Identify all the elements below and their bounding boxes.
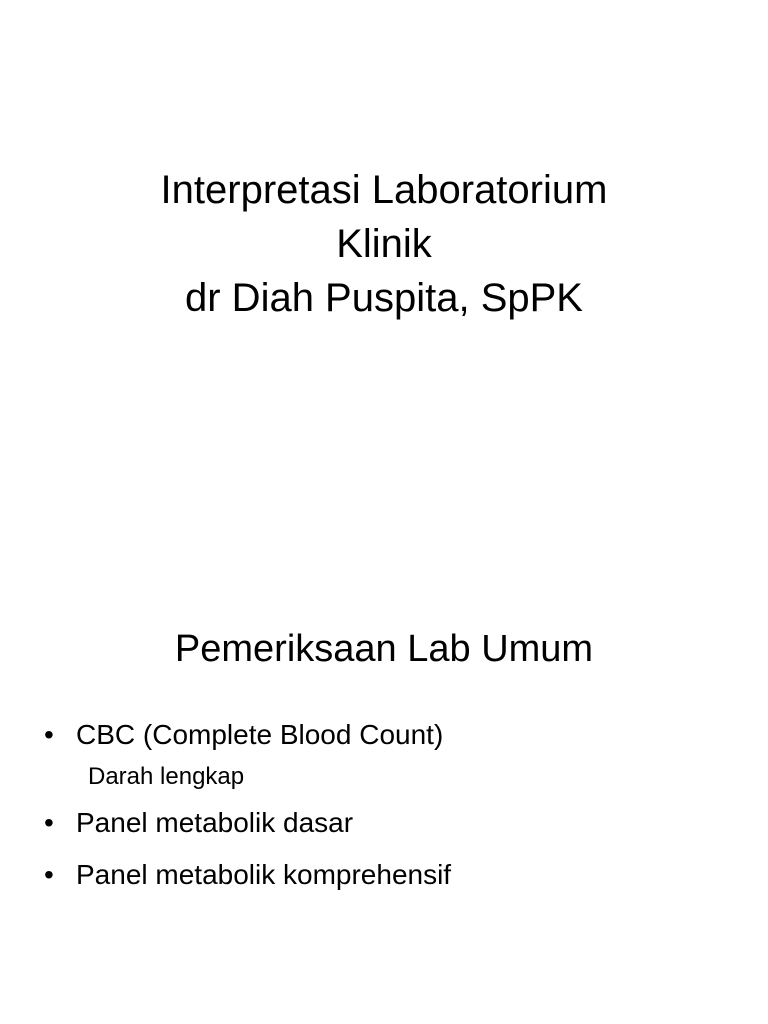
sub-item-darah-lengkap: [44, 761, 451, 793]
slide-title: [0, 163, 768, 325]
bullet-icon: •: [44, 807, 54, 838]
bullet-item-panel-komprehensif: [44, 855, 451, 895]
bullet-label: Panel metabolik komprehensif: [76, 859, 452, 890]
bullet-list: [44, 715, 451, 895]
author-line: dr Diah Puspita, SpPK: [185, 276, 583, 320]
content-slide: [0, 512, 768, 1024]
bullet-item-panel-dasar: [44, 803, 451, 843]
bullet-icon: •: [44, 719, 54, 750]
title-line-2: Klinik: [336, 222, 432, 266]
bullet-item-cbc: [44, 715, 451, 755]
title-line-1: Interpretasi Laboratorium: [160, 168, 608, 212]
sub-item-label: Darah lengkap: [88, 763, 245, 790]
bullet-label: Panel metabolik dasar: [76, 807, 354, 838]
bullet-icon: •: [44, 859, 54, 890]
bullet-label: CBC (Complete Blood Count): [76, 719, 444, 750]
section-title: Pemeriksaan Lab Umum: [174, 628, 594, 670]
